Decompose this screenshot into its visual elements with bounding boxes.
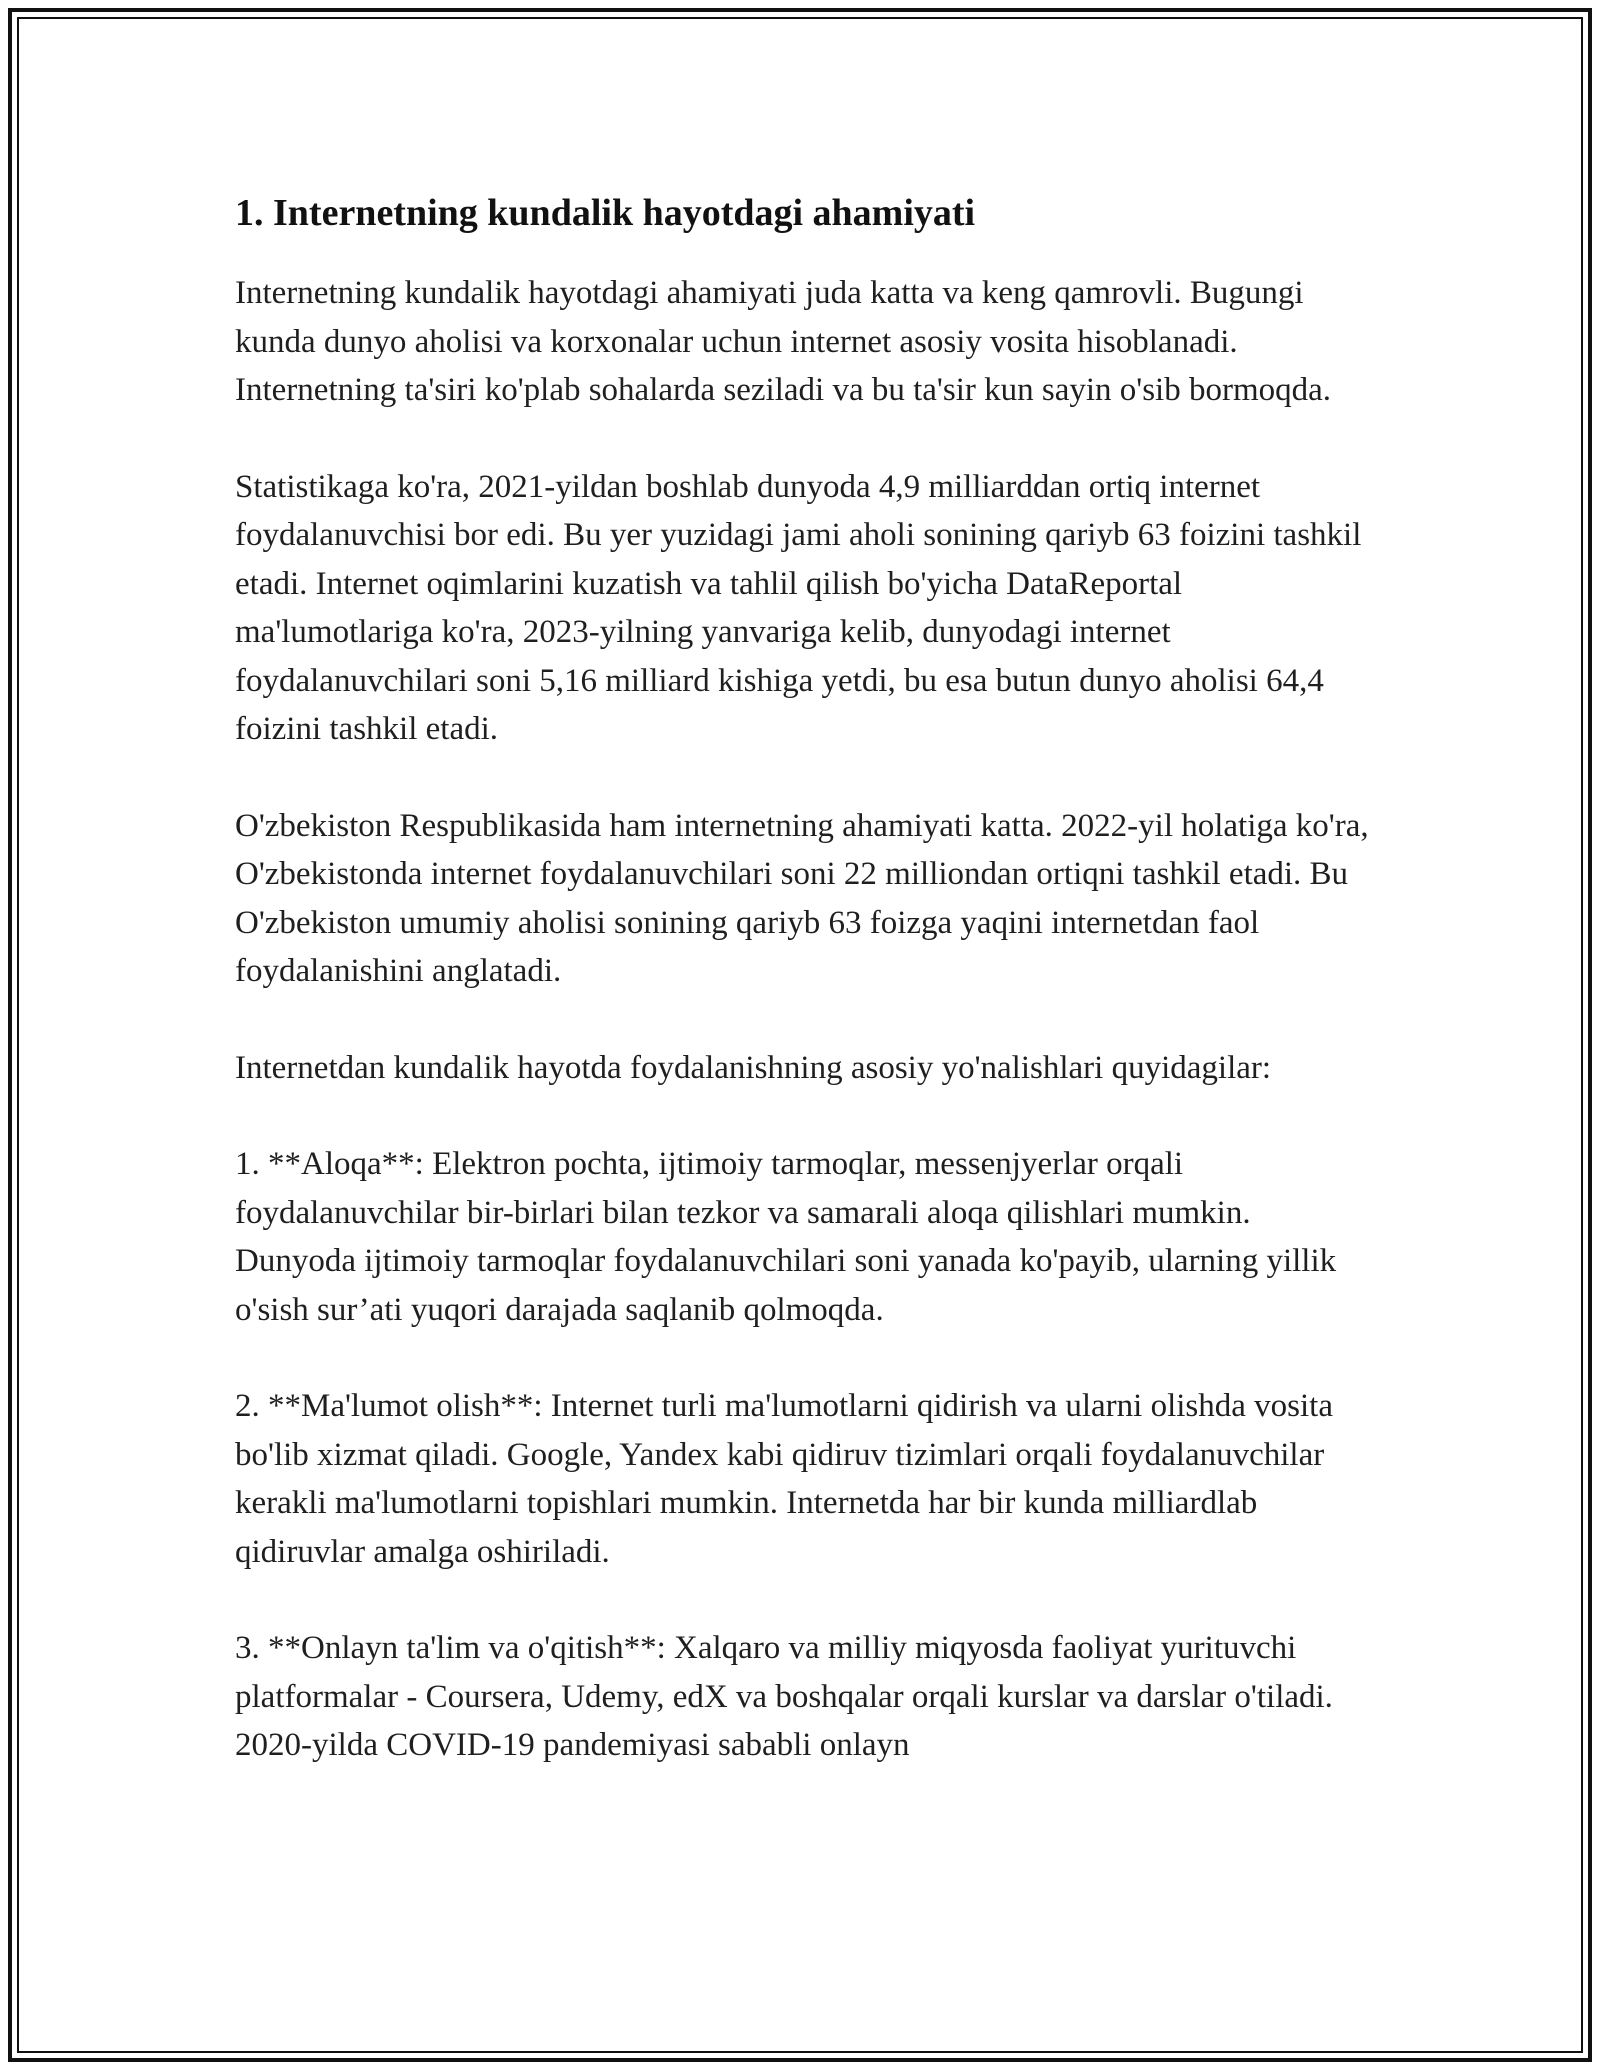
list-item-communication: 1. **Aloqa**: Elektron pochta, ijtimoiy tarmoqlar, messenjyerlar orqali foydalanuvchilar bir-birlari bilan tezkor va samarali aloqa qilishlari mumkin. Dunyoda ijtimoiy tarmoqlar foydalanuvchilari soni yanada ko'payib, ularning yillik o'sish sur’ati yuqori darajada saqlanib qolmoqda. <box>235 1146 1337 1328</box>
document-body <box>235 185 1375 1770</box>
section-heading: 1. Internetning kundalik hayotdagi ahamiyati <box>235 192 976 234</box>
paragraph-list-intro: Internetdan kundalik hayotda foydalanishning asosiy yo'nalishlari quyidagilar: <box>235 1049 1272 1086</box>
paragraph-intro: Internetning kundalik hayotdagi ahamiyati juda katta va keng qamrovli. Bugungi kunda dunyo aholisi va korxonalar uchun internet asosiy vosita hisoblanadi. Internetning ta'siri ko'plab sohalarda seziladi va bu ta'sir kun sayin o'sib bormoqda. <box>235 275 1332 408</box>
list-item-information: 2. **Ma'lumot olish**: Internet turli ma'lumotlarni qidirish va ularni olishda vosita bo'lib xizmat qiladi. Google, Yandex kabi qidiruv tizimlari orqali foydalanuvchilar kerakli ma'lumotlarni topishlari mumkin. Internetda har bir kunda milliardlab qidiruvlar amalga oshiriladi. <box>235 1388 1333 1570</box>
list-item-online-education: 3. **Onlayn ta'lim va o'qitish**: Xalqaro va milliy miqyosda faoliyat yurituvchi platformalar - Coursera, Udemy, edX va boshqalar orqali kurslar va darslar o'tiladi. 2020-yilda COVID-19 pandemiyasi sababli onlayn <box>235 1630 1333 1763</box>
paragraph-global-statistics: Statistikaga ko'ra, 2021-yildan boshlab dunyoda 4,9 milliarddan ortiq internet foydalanuvchisi bor edi. Bu yer yuzidagi jami aholi sonining qariyb 63 foizini tashkil etadi. Internet oqimlarini kuzatish va tahlil qilish bo'yicha DataReportal ma'lumotlariga ko'ra, 2023-yilning yanvariga kelib, dunyodagi internet foydalanuvchilari soni 5,16 milliard kishiga yetdi, bu esa butun dunyo aholisi 64,4 foizini tashkil etadi. <box>235 468 1362 747</box>
paragraph-uzbekistan-statistics: O'zbekiston Respublikasida ham internetning ahamiyati katta. 2022-yil holatiga ko'ra, O'zbekistonda internet foydalanuvchilari soni 22 milliondan ortiqni tashkil etadi. Bu O'zbekiston umumiy aholisi sonining qariyb 63 foizga yaqini internetdan faol foydalanishini anglatadi. <box>235 807 1369 989</box>
